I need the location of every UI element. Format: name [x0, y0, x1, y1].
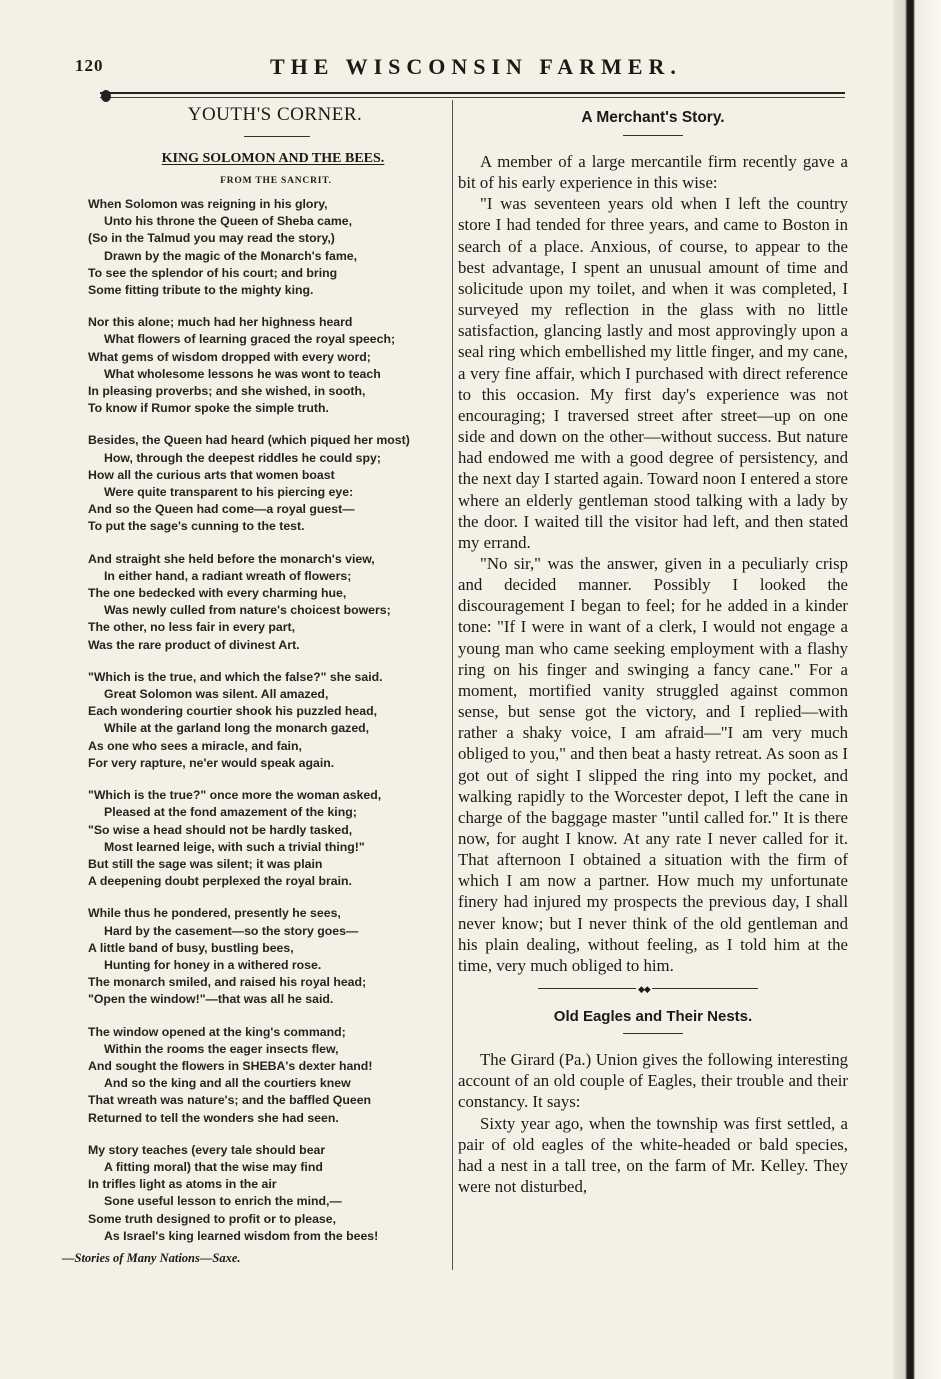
page-header	[75, 48, 845, 88]
section-title: YOUTH'S CORNER.	[187, 104, 363, 125]
poem-line: "Which is the true, and which the false?" she said.	[88, 669, 383, 684]
poem-line: To put the sage's cunning to the test.	[88, 519, 305, 534]
article-title-merchant: A Merchant's Story.	[581, 109, 725, 126]
article-title-eagles: Old Eagles and Their Nests.	[553, 1008, 753, 1026]
poem-line: As one who sees a miracle, and fain,	[88, 738, 302, 753]
page-binding-edge	[893, 0, 941, 1379]
poem-line: The one bedecked with every charming hue,	[88, 586, 347, 601]
paragraph: A member of a large mercantile firm recently gave a bit of his early experience in this wise:	[458, 152, 848, 193]
poem-stanza	[88, 196, 450, 299]
poem-line: Nor this alone; much had her highness heard	[88, 315, 353, 330]
poem-stanza	[88, 1024, 450, 1127]
poem-subtitle: FROM THE SANCRIT.	[220, 176, 332, 186]
poem-line: How all the curious arts that women boast	[88, 467, 335, 482]
header-rule-thin	[100, 97, 845, 98]
poem-line: For very rapture, ne'er would speak again.	[88, 755, 335, 770]
column-divider	[452, 100, 453, 1270]
poem-line: To see the splendor of his court; and bring	[88, 265, 338, 280]
poem-title: KING SOLOMON AND THE BEES.	[161, 151, 385, 166]
poem-line: Great Solomon was silent. All amazed,	[104, 687, 329, 702]
section-rule	[244, 136, 310, 137]
poem-attribution: —Stories of Many Nations—Saxe.	[62, 1250, 241, 1265]
poem-line: What flowers of learning graced the royal speech;	[104, 332, 396, 347]
poem-line: How, through the deepest riddles he could spy;	[104, 450, 381, 465]
header-rule	[100, 92, 845, 94]
poem-line: While thus he pondered, presently he sees,	[88, 906, 341, 921]
diamond-ornament-icon: ◆◆	[638, 984, 650, 995]
poem-line: Sone useful lesson to enrich the mind,—	[104, 1194, 342, 1209]
paragraph: "No sir," was the answer, given in a peculiarly crisp and decided manner. Possibly I looked the discouragement I began to feel; for he added in a kinder tone: "If I were in want of a clerk, I would not engage a young man who came seeking employment with a flashy ring on his finger and swinging a fancy cane." For a moment, mortified vanity struggled against common sense, but sense got the victory, and I replied—with rather a shaky voice, I am afraid—"I am very much obliged to you," and then beat a hasty retreat. As soon as I got out of sight I slipped the ring into my pocket, and walking rapidly to the Worcester depot, I left the cane in charge of the baggage master "until called for." It is there now, for aught I know. At any rate I never called for it. That afternoon I obtained a situation with the firm of which I am now a partner. How much my unfortunate finery had injured my prospects the previous day, I shall never know; but I never think of the old gentleman and his plain dealing, without feeling, as I told him at the time, very much obliged to him.	[458, 553, 848, 975]
poem-line: Returned to tell the wonders she had seen.	[88, 1110, 339, 1125]
poem-line: And sought the flowers in SHEBA's dexter hand!	[88, 1058, 373, 1073]
poem-line: In trifles light as atoms in the air	[88, 1177, 277, 1192]
poem-line: Some truth designed to profit or to please,	[88, 1211, 337, 1226]
poem-line: What gems of wisdom dropped with every word;	[88, 349, 371, 364]
poem-stanza	[88, 787, 450, 890]
poem-line: In either hand, a radiant wreath of flowers;	[104, 568, 352, 583]
poem-line: Each wondering courtier shook his puzzled head,	[88, 704, 378, 719]
poem-line: My story teaches (every tale should bear	[88, 1142, 326, 1157]
poem-line: "Which is the true?" once more the woman asked,	[88, 788, 382, 803]
poem-line: And straight she held before the monarch's view,	[88, 551, 375, 566]
article-rule	[623, 135, 683, 136]
poem-line: Was the rare product of divinest Art.	[88, 637, 300, 652]
poem-line: But still the sage was silent; it was plain	[88, 856, 323, 871]
poem-line: The monarch smiled, and raised his royal head;	[88, 975, 367, 990]
poem-line: What wholesome lessons he was wont to teach	[104, 366, 381, 381]
poem-line: To know if Rumor spoke the simple truth.	[88, 401, 329, 416]
poem-line: As Israel's king learned wisdom from the bees!	[104, 1228, 379, 1243]
poem-stanza	[88, 1142, 450, 1245]
paragraph: Sixty year ago, when the township was first settled, a pair of old eagles of the white-headed or bald species, had a nest in a tall tree, on the farm of Mr. Kelley. They were not disturbed,	[458, 1113, 848, 1197]
paragraph: "I was seventeen years old when I left the country store I had tended for three years, and came to Boston in search of a place. Anxious, of course, to appear to the best advantage, I spent an unusual amount of time and solicitude upon my toilet, and when it was completed, I surveyed my reflection in the glass with no little satisfaction, glancing lastly and most approvingly upon a seal ring which embellished my little finger, and my cane, a very fine affair, which I purchased with direct reference to this occasion. My first day's experience was not encouraging; I traversed street after street—up on one side and down on the other—without success. But nature had endowed me with a good degree of persistency, and the next day I started again. Toward noon I entered a store where an elderly gentleman stood talking with a lady by the door. I waited till the visitor had left, and then stated my errand.	[458, 194, 848, 552]
poem-line: Unto his throne the Queen of Sheba came,	[104, 214, 353, 229]
poem-line: A little band of busy, bustling bees,	[88, 940, 294, 955]
poem-line: Drawn by the magic of the Monarch's fame,	[104, 248, 358, 263]
poem-stanza	[88, 432, 450, 535]
poem-line: Besides, the Queen had heard (which piqued her most)	[88, 433, 410, 448]
eagles-story-body	[458, 1049, 848, 1197]
poem-line: A fitting moral) that the wise may find	[104, 1159, 323, 1174]
poem-line: (So in the Talmud you may read the story,)	[88, 231, 335, 246]
poem-line: The other, no less fair in every part,	[88, 620, 296, 635]
journal-title: THE WISCONSIN FARMER.	[270, 54, 682, 79]
poem-line: Hard by the casement—so the story goes—	[104, 923, 359, 938]
poem-line: And so the Queen had come—a royal guest—	[88, 502, 355, 517]
poem-line: Within the rooms the eager insects flew,	[104, 1041, 339, 1056]
paragraph: The Girard (Pa.) Union gives the following interesting account of an old couple of Eagles, their trouble and their constancy. It says:	[458, 1050, 848, 1112]
poem-line: That wreath was nature's; and the baffled Queen	[88, 1093, 372, 1108]
poem-line: The window opened at the king's command;	[88, 1024, 346, 1039]
poem-line: Hunting for honey in a withered rose.	[104, 957, 322, 972]
article-rule	[623, 1033, 683, 1034]
poem-stanza	[88, 905, 450, 1008]
poem-line: "Open the window!"—that was all he said.	[88, 992, 334, 1007]
poem-line: "So wise a head should not be hardly tasked,	[88, 822, 353, 837]
section-ornament	[458, 984, 848, 994]
poem-stanza	[88, 669, 450, 772]
articles-column	[458, 100, 848, 1197]
poem-stanza	[88, 314, 450, 417]
poem-stanza	[88, 551, 450, 654]
poem-line: Was newly culled from nature's choicest bowers;	[104, 603, 391, 618]
poem-line: Were quite transparent to his piercing eye:	[104, 485, 354, 500]
merchant-story-body	[458, 151, 848, 976]
poem-line: Some fitting tribute to the mighty king.	[88, 283, 314, 298]
poem-line: In pleasing proverbs; and she wished, in sooth,	[88, 384, 366, 399]
poem-line: A deepening doubt perplexed the royal brain.	[88, 874, 352, 889]
poem-line: And so the king and all the courtiers knew	[104, 1076, 351, 1091]
poem-stanzas	[88, 196, 450, 1245]
poem-line: When Solomon was reigning in his glory,	[88, 197, 328, 211]
poem-line: Pleased at the fond amazement of the king;	[104, 805, 357, 820]
poem-line: Most learned leige, with such a trivial thing!"	[104, 839, 365, 854]
page-number: 120	[75, 56, 104, 75]
youths-corner-column	[62, 100, 450, 1266]
poem-line: While at the garland long the monarch gazed,	[104, 721, 370, 736]
